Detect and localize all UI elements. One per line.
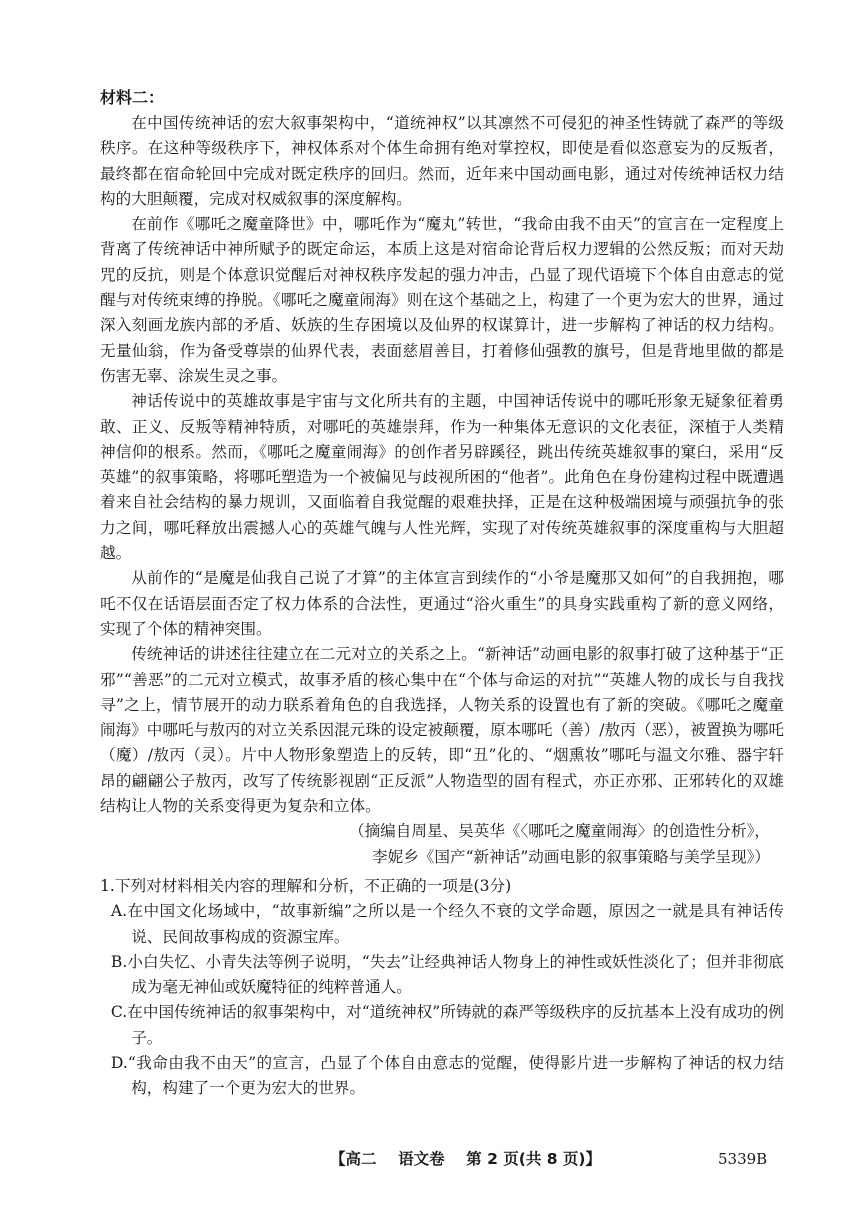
material-paragraph: 从前作的“是魔是仙我自己说了才算”的主体宣言到续作的“小爷是魔那又如何”的自我拥抱，哪吒不仅在话语层面否定了权力体系的合法性，更通过“浴火重生”的具身实践重构了新的意义网络，实现了个体的精神突围。 [100,569,784,638]
footer-paper-code: 5339B [718,1150,768,1168]
page-footer [0,1145,860,1173]
material-paragraph: 传统神话的讲述往往建立在二元对立的关系之上。“新神话”动画电影的叙事打破了这种基于“正邪”“善恶”的二元对立模式，故事矛盾的核心集中在“个体与命运的对抗”“英雄人物的成长与自我找寻”之上，情节展开的动力联系着角色的自我选择，人物关系的设置也有了新的突破。《哪吒之魔童闹海》中哪吒与敖丙的对立关系因混元珠的设定被颠覆，原本哪吒（善）/敖丙（恶），被置换为哪吒（魔）/敖丙（灵）。片中人物形象塑造上的反转，即“丑”化的、“烟熏妆”哪吒与温文尔雅、器宇轩昂的翩翩公子敖丙，改写了传统影视剧“正反派”人物造型的固有程式，亦正亦邪、正邪转化的双雄结构让人物的关系变得更为复杂和立体。 [100,645,784,816]
question-stem: 1.下列对材料相关内容的理解和分析，不正确的一项是(3分) [100,876,512,895]
material-heading: 材料二： [100,88,165,107]
option-a: A.在中国文化场域中，“故事新编”之所以是一个经久不衰的文学命题，原因之一就是具有神话传说、民间故事构成的资源宝库。 [110,902,784,946]
material-paragraph: 在前作《哪吒之魔童降世》中，哪吒作为“魔丸”转世，“我命由我不由天”的宣言在一定程度上背离了传统神话中神所赋予的既定命运，本质上这是对宿命论背后权力逻辑的公然反叛；而对天劫咒的反抗，则是个体意识觉醒后对神权秩序发起的强力冲击，凸显了现代语境下个体自由意志的觉醒与对传统束缚的挣脱。《哪吒之魔童闹海》则在这个基础之上，构建了一个更为宏大的世界，通过深入刻画龙族内部的矛盾、妖族的生存困境以及仙界的权谋算计，进一步解构了神话的权力结构。无量仙翁，作为备受尊崇的仙界代表，表面慈眉善目，打着修仙强教的旗号，但是背地里做的都是伤害无辜、涂炭生灵之事。 [100,215,784,385]
source-citation-line: （摘编自周星、吴英华《〈哪吒之魔童闹海〉的创造性分析》， [348,822,770,841]
option-d: D.“我命由我不由天”的宣言，凸显了个体自由意志的觉醒，使得影片进一步解构了神话的权力结构，构建了一个更为宏大的世界。 [110,1053,784,1098]
source-citation-line: 李妮乡《国产“新神话”动画电影的叙事策略与美学呈现》） [372,847,770,866]
option-c: C.在中国传统神话的叙事架构中，对“道统神权”所铸就的森严等级秩序的反抗基本上没有成功的例子。 [110,1003,784,1047]
page-content [100,86,784,1102]
footer-page-info: 【高二 语文卷 第 2 页(共 8 页)】 [330,1150,601,1168]
material-paragraph: 在中国传统神话的宏大叙事架构中，“道统神权”以其凛然不可侵犯的神圣性铸就了森严的等级秩序。在这种等级秩序下，神权体系对个体生命拥有绝对掌控权，即使是看似恣意妄为的反叛者，最终都在宿命轮回中完成对既定秩序的回归。然而，近年来中国动画电影，通过对传统神话权力结构的大胆颠覆，完成对权威叙事的深度解构。 [100,114,784,208]
material-paragraph: 神话传说中的英雄故事是宇宙与文化所共有的主题，中国神话传说中的哪吒形象无疑象征着勇敢、正义、反叛等精神特质，对哪吒的英雄崇拜，作为一种集体无意识的文化表征，深植于人类精神信仰的根系。然而，《哪吒之魔童闹海》的创作者另辟蹊径，跳出传统英雄叙事的窠臼，采用“反英雄”的叙事策略，将哪吒塑造为一个被偏见与歧视所困的“他者”。此角色在身份建构过程中既遭遇着来自社会结构的暴力规训，又面临着自我觉醒的艰难抉择，正是在这种极端困境与顽强抗争的张力之间，哪吒释放出震撼人心的英雄气魄与人性光辉，实现了对传统英雄叙事的深度重构与大胆超越。 [100,392,784,563]
option-b: B.小白失忆、小青失法等例子说明，“失去”让经典神话人物身上的神性或妖性淡化了；但并非彻底成为毫无神仙或妖魔特征的纯粹普通人。 [110,952,784,997]
